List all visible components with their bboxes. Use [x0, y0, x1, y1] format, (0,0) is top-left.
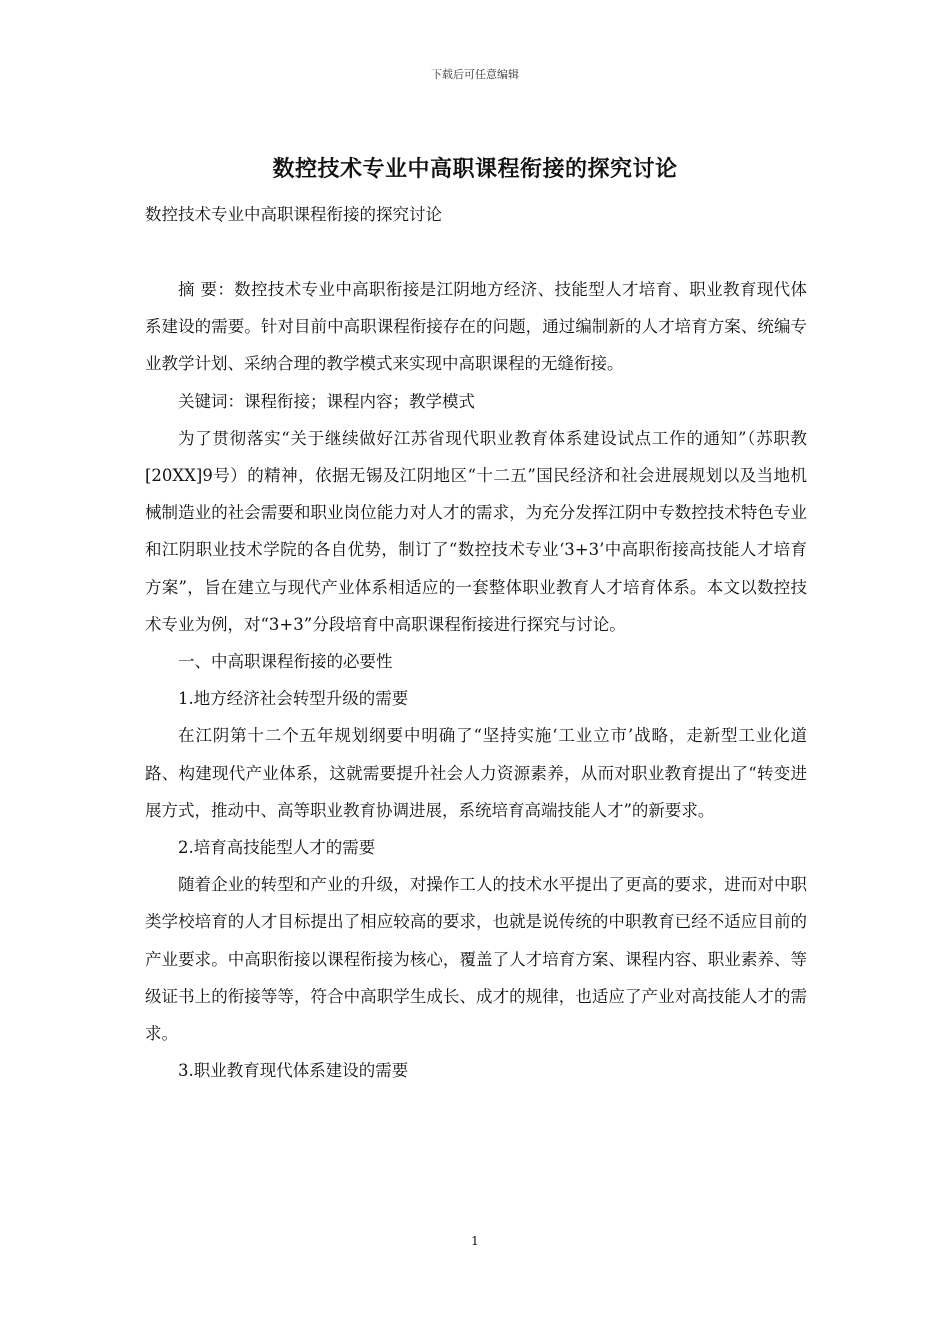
body-text: [145, 271, 807, 1089]
subsection-heading-2: 2.培育高技能型人才的需要: [178, 838, 376, 858]
document-subtitle: 数控技术专业中高职课程衔接的探究讨论: [145, 205, 442, 224]
subsection-heading-3: 3.职业教育现代体系建设的需要: [178, 1061, 409, 1081]
page-header-note: 下载后可任意编辑: [431, 68, 519, 81]
page-number: 1: [471, 1234, 479, 1248]
section-heading-1: 一、中高职课程衔接的必要性: [178, 652, 393, 672]
intro-paragraph: 为了贯彻落实“关于继续做好江苏省现代职业教育体系建设试点工作的通知”（苏职教[20XX]9号）的精神，依据无锡及江阴地区“十二五”国民经济和社会进展规划以及当地机械制造业的社会需要和职业岗位能力对人才的需求，为充分发挥江阴中专数控技术特色专业和江阴职业技术学院的各自优势，制订了“数控技术专业‘3+3’中高职衔接高技能人才培育方案”，旨在建立与现代产业体系相适应的一套整体职业教育人才培育体系。本文以数控技术专业为例，对“3+3”分段培育中高职课程衔接进行探究与讨论。: [145, 428, 807, 634]
abstract-paragraph: 摘 要：数控技术专业中高职衔接是江阴地方经济、技能型人才培育、职业教育现代体系建设的需要。针对目前中高职课程衔接存在的问题，通过编制新的人才培育方案、统编专业教学计划、采纳合理的教学模式来实现中高职课程的无缝衔接。: [145, 280, 807, 374]
document-title: 数控技术专业中高职课程衔接的探究讨论: [272, 156, 678, 182]
subsection-heading-1: 1.地方经济社会转型升级的需要: [178, 689, 409, 709]
body-paragraph: 随着企业的转型和产业的升级，对操作工人的技术水平提出了更高的要求，进而对中职类学校培育的人才目标提出了相应较高的要求，也就是说传统的中职教育已经不适应目前的产业要求。中高职衔接以课程衔接为核心，覆盖了人才培育方案、课程内容、职业素养、等级证书上的衔接等等，符合中高职学生成长、成才的规律，也适应了产业对高技能人才的需求。: [145, 875, 807, 1044]
keywords-paragraph: 关键词：课程衔接；课程内容；教学模式: [178, 391, 475, 411]
body-paragraph: 在江阴第十二个五年规划纲要中明确了“坚持实施‘工业立市’战略，走新型工业化道路、构建现代产业体系，这就需要提升社会人力资源素养，从而对职业教育提出了“转变进展方式，推动中、高等职业教育协调进展，系统培育高端技能人才”的新要求。: [145, 726, 807, 820]
